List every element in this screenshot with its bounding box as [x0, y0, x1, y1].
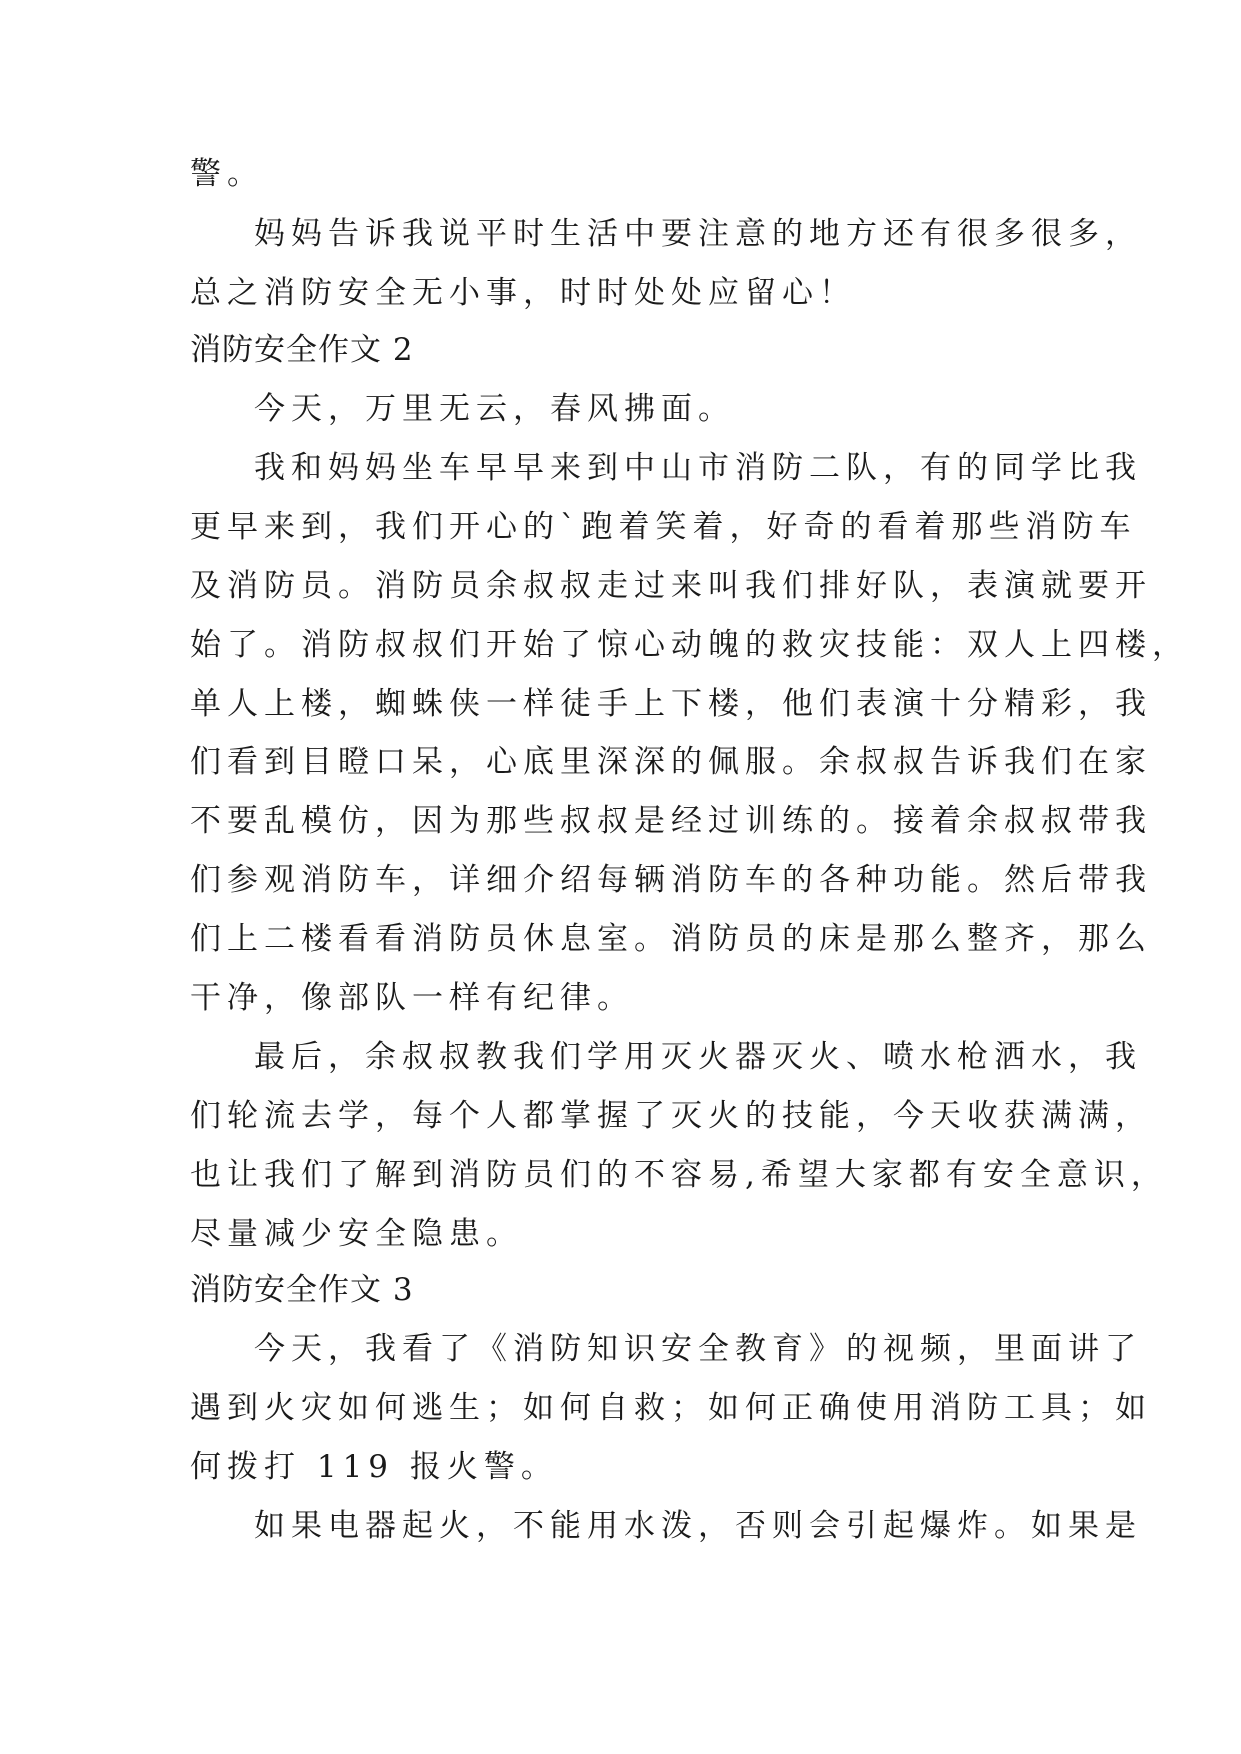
- text-line: 们轮流去学，每个人都掌握了灭火的技能，今天收获满满，: [190, 1098, 1152, 1134]
- section-heading: 消防安全作文 2: [190, 332, 414, 368]
- paragraph-line: 妈妈告诉我说平时生活中要注意的地方还有很多很多，: [254, 216, 1142, 252]
- text-line: 单人上楼，蜘蛛侠一样徒手上下楼，他们表演十分精彩，我: [190, 686, 1152, 722]
- text-line: 更早来到，我们开心的`跑着笑着，好奇的看着那些消防车: [190, 509, 1137, 545]
- text-line: 干净，像部队一样有纪律。: [190, 980, 634, 1016]
- paragraph-line: 最后，余叔叔教我们学用灭火器灭火、喷水枪洒水，我: [254, 1039, 1142, 1075]
- paragraph-line: 今天，万里无云，春风拂面。: [254, 391, 735, 427]
- text-line: 始了。消防叔叔们开始了惊心动魄的救灾技能：双人上四楼，: [190, 627, 1189, 663]
- text-line: 也让我们了解到消防员们的不容易,希望大家都有安全意识，: [190, 1157, 1168, 1193]
- section-heading: 消防安全作文 3: [190, 1272, 414, 1308]
- text-line: 及消防员。消防员余叔叔走过来叫我们排好队，表演就要开: [190, 568, 1152, 604]
- text-line: 不要乱模仿，因为那些叔叔是经过训练的。接着余叔叔带我: [190, 803, 1152, 839]
- paragraph-line: 如果电器起火，不能用水泼，否则会引起爆炸。如果是: [254, 1508, 1142, 1544]
- paragraph-line: 今天，我看了《消防知识安全教育》的视频，里面讲了: [254, 1331, 1142, 1367]
- paragraph-line: 我和妈妈坐车早早来到中山市消防二队，有的同学比我: [254, 450, 1142, 486]
- text-line: 何拨打 119 报火警。: [190, 1449, 558, 1485]
- text-line: 总之消防安全无小事，时时处处应留心！: [190, 275, 856, 311]
- text-line: 遇到火灾如何逃生；如何自救；如何正确使用消防工具；如: [190, 1390, 1152, 1426]
- text-line: 警。: [190, 156, 264, 192]
- text-line: 们看到目瞪口呆，心底里深深的佩服。余叔叔告诉我们在家: [190, 744, 1152, 780]
- text-line: 们上二楼看看消防员休息室。消防员的床是那么整齐，那么: [190, 921, 1152, 957]
- text-line: 们参观消防车，详细介绍每辆消防车的各种功能。然后带我: [190, 862, 1152, 898]
- text-line: 尽量减少安全隐患。: [190, 1216, 523, 1252]
